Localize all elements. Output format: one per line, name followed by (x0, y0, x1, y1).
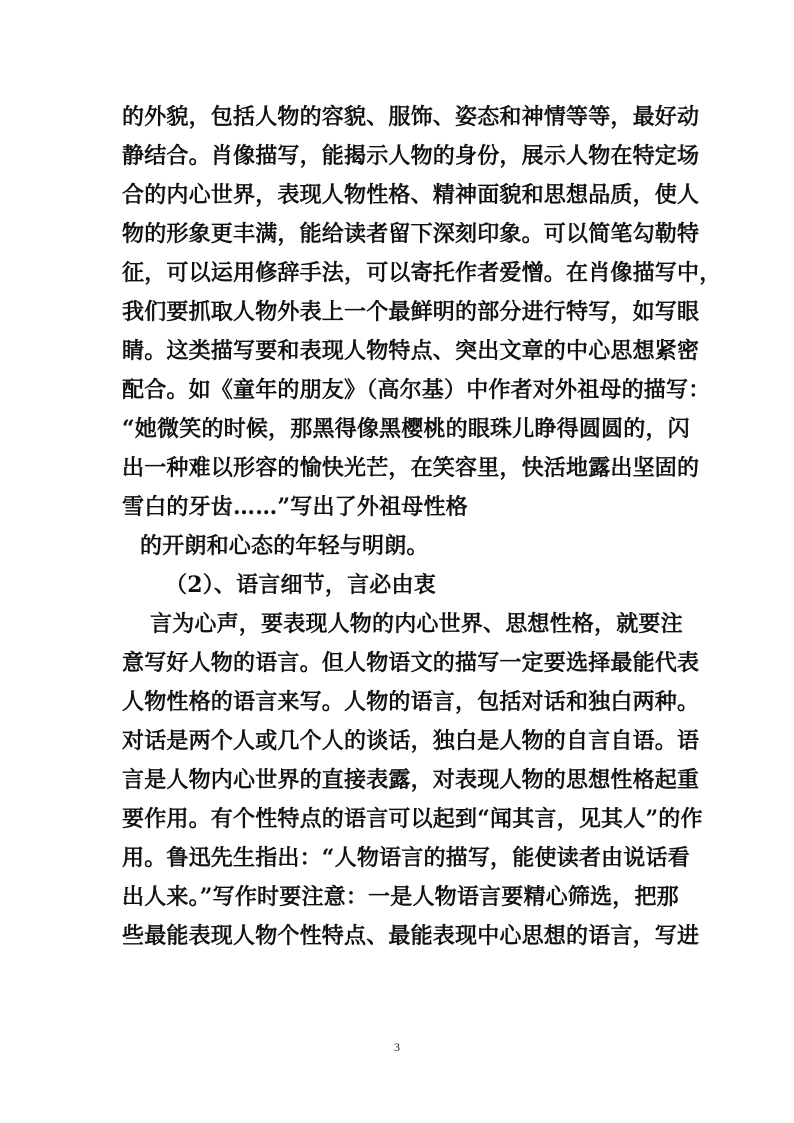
text-line: 物的形象更丰满，能给读者留下深刻印象。可以简笔勾勒特 (122, 221, 700, 247)
text-line: 我们要抓取人物外表上一个最鲜明的部分进行特写，如写眼 (122, 299, 700, 325)
text-line: 对话是两个人或几个人的谈话，独白是人物的自言自语。语 (122, 728, 700, 754)
section-heading: （2）、语言细节，言必由衷 (165, 572, 436, 598)
text-line: 雪白的牙齿……”写出了外祖母性格 (122, 494, 468, 520)
text-line: 静结合。肖像描写，能揭示人物的身份，展示人物在特定场 (122, 143, 700, 169)
text-line: 的开朗和心态的年轻与明朗。 (140, 533, 429, 559)
text-line: 睛。这类描写要和表现人物特点、突出文章的中心思想紧密 (122, 338, 700, 364)
text-line: 人物性格的语言来写。人物的语言，包括对话和独白两种。 (122, 689, 700, 715)
page-number: 3 (394, 1040, 400, 1054)
text-line: 合的内心世界，表现人物性格、精神面貌和思想品质，使人 (122, 182, 700, 208)
text-line: 征，可以运用修辞手法，可以寄托作者爱憎。在肖像描写中， (122, 260, 722, 286)
text-line: 用。鲁迅先生指出：“人物语言的描写，能使读者由说话看 (122, 845, 690, 871)
text-line: 出人来。”写作时要注意：一是人物语言要精心筛选，把那 (122, 884, 679, 910)
paragraph-first-line: 言为心声，要表现人物的内心世界、思想性格，就要注 (150, 611, 683, 637)
text-line: “她微笑的时候，那黑得像黑樱桃的眼珠儿睁得圆圆的，闪 (122, 416, 690, 442)
text-line: 配合。如《童年的朋友》（高尔基）中作者对外祖母的描写： (122, 377, 711, 403)
text-line: 些最能表现人物个性特点、最能表现中心思想的语言，写进 (122, 923, 700, 949)
text-line: 言是人物内心世界的直接表露，对表现人物的思想性格起重 (122, 767, 700, 793)
text-line: 要作用。有个性特点的语言可以起到“闻其言，见其人”的作 (122, 806, 703, 832)
text-line: 出一种难以形容的愉快光芒，在笑容里，快活地露出坚固的 (122, 455, 700, 481)
text-line: 意写好人物的语言。但人物语文的描写一定要选择最能代表 (122, 650, 700, 676)
text-line: 的外貌，包括人物的容貌、服饰、姿态和神情等等，最好动 (122, 104, 700, 130)
